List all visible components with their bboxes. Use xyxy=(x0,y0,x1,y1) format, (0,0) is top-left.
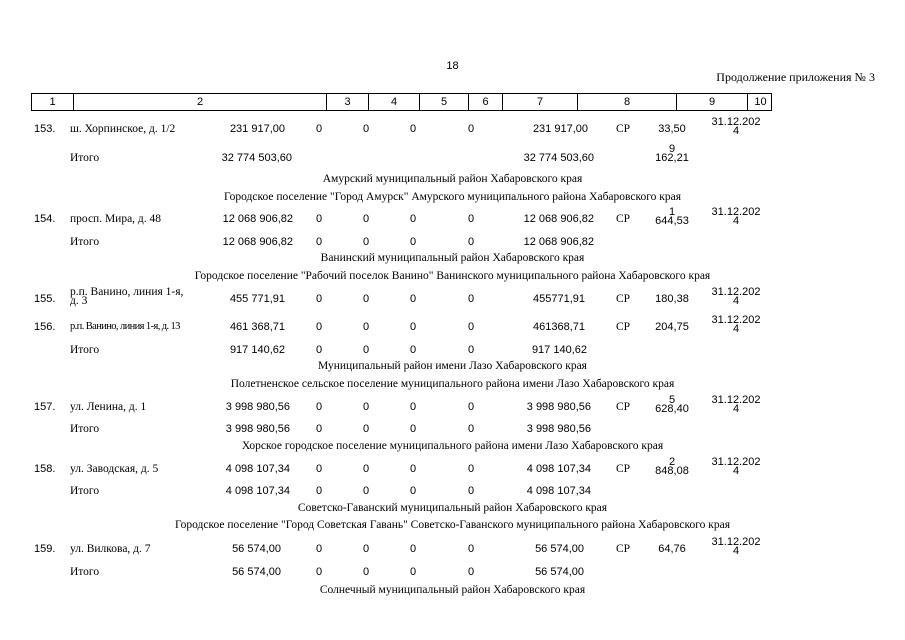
row-col6: 0 xyxy=(468,321,475,333)
total-value: 32 774 503,60 xyxy=(221,152,292,164)
row-method: СР xyxy=(616,213,631,225)
row-col4: 0 xyxy=(363,321,370,333)
total-label: Итого xyxy=(70,566,100,578)
header-col-3: 3 xyxy=(327,94,369,110)
row-col7: 4 098 107,34 xyxy=(526,463,591,475)
row-col3: 0 xyxy=(316,321,323,333)
row-area: 2 848,08 xyxy=(655,456,689,477)
row-col4: 0 xyxy=(363,293,370,305)
row-col6: 0 xyxy=(468,123,475,135)
row-col3: 0 xyxy=(316,401,323,413)
row-date: 31.12.202 4 xyxy=(711,286,761,307)
row-col4: 0 xyxy=(363,123,370,135)
row-area: 1 644,53 xyxy=(655,206,689,227)
row-total: 4 098 107,34 xyxy=(225,463,290,475)
total-col3: 0 xyxy=(316,236,323,248)
total-col5: 0 xyxy=(410,236,417,248)
row-number: 156. xyxy=(34,321,56,333)
group-heading: Ванинский муниципальный район Хабаровского края xyxy=(320,252,585,264)
row-method: СР xyxy=(616,123,631,135)
row-col5: 0 xyxy=(410,213,417,225)
header-col-9: 9 xyxy=(677,94,748,110)
row-date: 31.12.202 4 xyxy=(711,206,761,227)
row-col4: 0 xyxy=(363,463,370,475)
header-col-4: 4 xyxy=(369,94,420,110)
row-number: 159. xyxy=(34,543,56,555)
total-label: Итого xyxy=(70,344,100,356)
total-col6: 0 xyxy=(468,485,475,497)
row-col6: 0 xyxy=(468,543,475,555)
row-col5: 0 xyxy=(410,463,417,475)
total-col4: 0 xyxy=(363,566,370,578)
row-method: СР xyxy=(616,543,631,555)
total-col6: 0 xyxy=(468,236,475,248)
table-header-row xyxy=(31,93,772,111)
row-col6: 0 xyxy=(468,401,475,413)
row-col5: 0 xyxy=(410,123,417,135)
total-col4: 0 xyxy=(363,485,370,497)
row-number: 157. xyxy=(34,401,56,413)
row-date: 31.12.202 4 xyxy=(711,314,761,335)
row-method: СР xyxy=(616,463,631,475)
total-col7: 12 068 906,82 xyxy=(523,236,594,248)
row-total: 3 998 980,56 xyxy=(225,401,290,413)
row-area: 204,75 xyxy=(655,321,689,333)
row-total: 56 574,00 xyxy=(232,543,281,555)
row-address: просп. Мира, д. 48 xyxy=(70,213,162,225)
row-col7: 455771,91 xyxy=(533,293,585,305)
row-col3: 0 xyxy=(316,123,323,135)
row-area: 180,38 xyxy=(655,293,689,305)
row-col7: 56 574,00 xyxy=(535,543,584,555)
row-col6: 0 xyxy=(468,293,475,305)
total-value: 917 140,62 xyxy=(229,344,285,356)
page-number: 18 xyxy=(446,60,459,72)
row-col6: 0 xyxy=(468,463,475,475)
row-address: ул. Ленина, д. 1 xyxy=(70,401,147,413)
row-date: 31.12.202 4 xyxy=(711,116,761,137)
total-value: 4 098 107,34 xyxy=(225,485,290,497)
total-value: 12 068 906,82 xyxy=(222,236,293,248)
total-col7: 56 574,00 xyxy=(535,566,584,578)
row-col3: 0 xyxy=(316,463,323,475)
total-col4: 0 xyxy=(363,236,370,248)
row-address: ул. Вилкова, д. 7 xyxy=(70,543,151,555)
group-subheading: Хорское городское поселение муниципального района имени Лазо Хабаровского края xyxy=(241,440,664,452)
row-col3: 0 xyxy=(316,293,323,305)
row-area: 33,50 xyxy=(658,123,686,135)
row-col3: 0 xyxy=(316,543,323,555)
row-address: р.п. Ванино, линия 1-я, д. 3 xyxy=(70,286,184,307)
row-col7: 231 917,00 xyxy=(532,123,588,135)
row-address: р.п. Ванино, линия 1-я, д. 13 xyxy=(70,321,180,332)
row-col5: 0 xyxy=(410,401,417,413)
total-col6: 0 xyxy=(468,344,475,356)
total-col6: 0 xyxy=(468,423,475,435)
total-label: Итого xyxy=(70,423,100,435)
row-total: 12 068 906,82 xyxy=(222,213,293,225)
total-col7: 3 998 980,56 xyxy=(526,423,591,435)
row-date: 31.12.202 4 xyxy=(711,456,761,477)
header-col-10: 10 xyxy=(754,96,767,108)
total-label: Итого xyxy=(70,152,100,164)
total-col5: 0 xyxy=(410,566,417,578)
total-col7: 32 774 503,60 xyxy=(523,152,594,164)
total-col6: 0 xyxy=(468,566,475,578)
header-col-2: 2 xyxy=(74,94,327,110)
row-date: 31.12.202 4 xyxy=(711,536,761,557)
header-col-1: 1 xyxy=(32,94,74,110)
row-method: СР xyxy=(616,401,631,413)
row-col5: 0 xyxy=(410,543,417,555)
total-col3: 0 xyxy=(316,344,323,356)
total-label: Итого xyxy=(70,236,100,248)
header-col-8: 8 xyxy=(578,94,677,110)
row-col5: 0 xyxy=(410,293,417,305)
row-area: 5 628,40 xyxy=(655,394,689,415)
row-col6: 0 xyxy=(468,213,475,225)
row-total: 455 771,91 xyxy=(229,293,285,305)
row-address: ул. Заводская, д. 5 xyxy=(70,463,159,475)
row-col7: 12 068 906,82 xyxy=(523,213,594,225)
row-col4: 0 xyxy=(363,213,370,225)
row-col7: 461368,71 xyxy=(533,321,585,333)
total-area: 9 162,21 xyxy=(655,143,689,164)
group-heading: Солнечный муниципальный район Хабаровского края xyxy=(319,584,586,596)
row-total: 461 368,71 xyxy=(229,321,285,333)
total-label: Итого xyxy=(70,485,100,497)
row-number: 154. xyxy=(34,213,56,225)
group-subheading: Городское поселение "Город Советская Гавань" Советско-Гаванского муниципального района Хабаровского края xyxy=(174,519,731,531)
row-col4: 0 xyxy=(363,401,370,413)
row-method: СР xyxy=(616,321,631,333)
row-col7: 3 998 980,56 xyxy=(526,401,591,413)
total-col5: 0 xyxy=(410,423,417,435)
total-col3: 0 xyxy=(316,485,323,497)
group-heading: Советско-Гаванский муниципальный район Хабаровского края xyxy=(297,502,608,514)
row-col5: 0 xyxy=(410,321,417,333)
group-heading: Амурский муниципальный район Хабаровского края xyxy=(322,173,583,185)
header-col-6: 6 xyxy=(469,94,503,110)
continuation-caption: Продолжение приложения № 3 xyxy=(716,70,875,84)
row-number: 158. xyxy=(34,463,56,475)
total-col4: 0 xyxy=(363,344,370,356)
group-heading: Муниципальный район имени Лазо Хабаровского края xyxy=(318,360,587,372)
row-area: 64,76 xyxy=(658,543,686,555)
row-date: 31.12.202 4 xyxy=(711,394,761,415)
total-value: 3 998 980,56 xyxy=(225,423,290,435)
row-col4: 0 xyxy=(363,543,370,555)
total-col5: 0 xyxy=(410,485,417,497)
row-method: СР xyxy=(616,293,631,305)
total-col3: 0 xyxy=(316,423,323,435)
total-col7: 4 098 107,34 xyxy=(526,485,591,497)
total-col5: 0 xyxy=(410,344,417,356)
row-total: 231 917,00 xyxy=(229,123,285,135)
total-col7: 917 140,62 xyxy=(531,344,587,356)
group-subheading: Городское поселение "Рабочий поселок Ванино" Ванинского муниципального района Хабаровского края xyxy=(194,270,711,282)
row-number: 153. xyxy=(34,123,56,135)
header-col-5: 5 xyxy=(420,94,469,110)
row-number: 155. xyxy=(34,293,56,305)
group-subheading: Городское поселение "Город Амурск" Амурского муниципального района Хабаровского края xyxy=(223,191,682,203)
total-value: 56 574,00 xyxy=(232,566,281,578)
total-col3: 0 xyxy=(316,566,323,578)
total-col4: 0 xyxy=(363,423,370,435)
row-address: ш. Хорпинское, д. 1/2 xyxy=(70,123,176,135)
group-subheading: Полетненское сельское поселение муниципального района имени Лазо Хабаровского края xyxy=(230,378,675,390)
header-col-7: 7 xyxy=(503,94,578,110)
row-col3: 0 xyxy=(316,213,323,225)
